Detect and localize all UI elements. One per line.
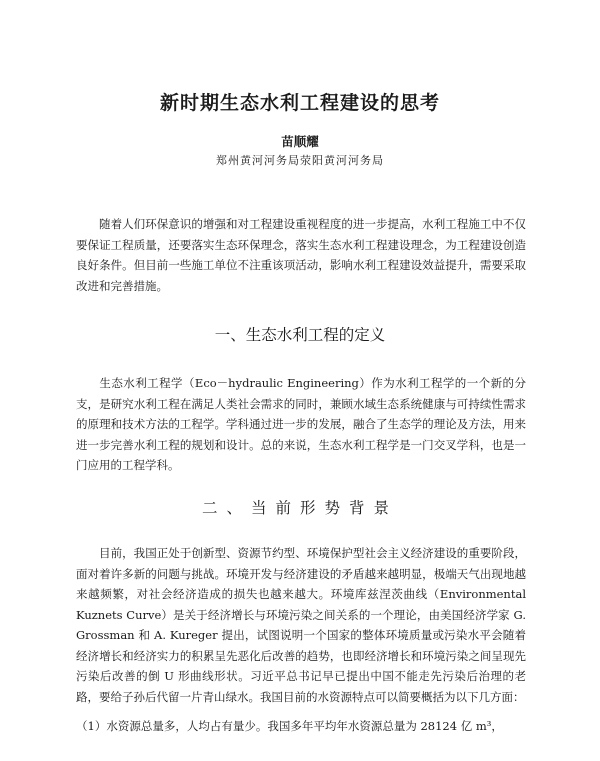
list-item-1-text: （1）水资源总量多，人均占有量少。我国多年平均年水资源总量为 28124 亿 m³， xyxy=(76,719,503,733)
list-item-1 xyxy=(76,716,526,737)
section-1-text: 生态水利工程学（Eco－hydraulic Engineering）作为水利工程学的一个新的分支，是研究水利工程在满足人类社会需求的同时，兼顾水域生态系统健康与可持续性需求的原理和技术方法的工程学。学科通过进一步的发展，融合了生态学的理论及方法，用来进一步完善水利工程的规划和设计。总的来说，生态水利工程学是一门交叉学科，也是一门应用的工程学科。 xyxy=(76,376,526,472)
author-affiliation: 郑州黄河河务局荥阳黄河河务局 xyxy=(216,154,384,167)
author-name: 苗顺耀 xyxy=(281,134,319,149)
intro-paragraph xyxy=(76,214,526,296)
section-2-heading: 二、当前形势背景 xyxy=(201,499,398,517)
paper-title: 新时期生态水利工程建设的思考 xyxy=(159,92,440,114)
section-1-paragraph xyxy=(76,373,526,476)
section-2-paragraph xyxy=(76,543,526,707)
section-2-text: 目前，我国正处于创新型、资源节约型、环境保护型社会主义经济建设的重要阶段，面对着许多新的问题与挑战。环境开发与经济建设的矛盾越来越明显，极端天气出现地越来越频繁，对社会经济造成的损失也越来越大。环境库兹涅茨曲线（Environmental Kuznets Curve）是关于经济增长与环境污染之间关系的一个理论，由美国经济学家 G. Grossman 和 A. Kureger 提出，试图说明一个国家的整体环境质量或污染水平会随着经济增长和经济实力的积累呈先恶化后改善的趋势，也即经济增长和环境污染之间呈现先污染后改善的倒 U 形曲线形状。习近平总书记早已提出中国不能走先污染后治理的老路，要给子孙后代留一片青山绿水。我国目前的水资源特点可以简要概括为以下几方面： xyxy=(76,546,526,704)
intro-text: 随着人们环保意识的增强和对工程建设重视程度的进一步提高，水利工程施工中不仅要保证工程质量，还要落实生态环保理念，落实生态水利工程建设理念，为工程建设创造良好条件。但目前一些施工单位不注重该项活动，影响水利工程建设效益提升，需要采取改进和完善措施。 xyxy=(76,217,526,293)
section-1-heading: 一、生态水利工程的定义 xyxy=(214,326,386,344)
